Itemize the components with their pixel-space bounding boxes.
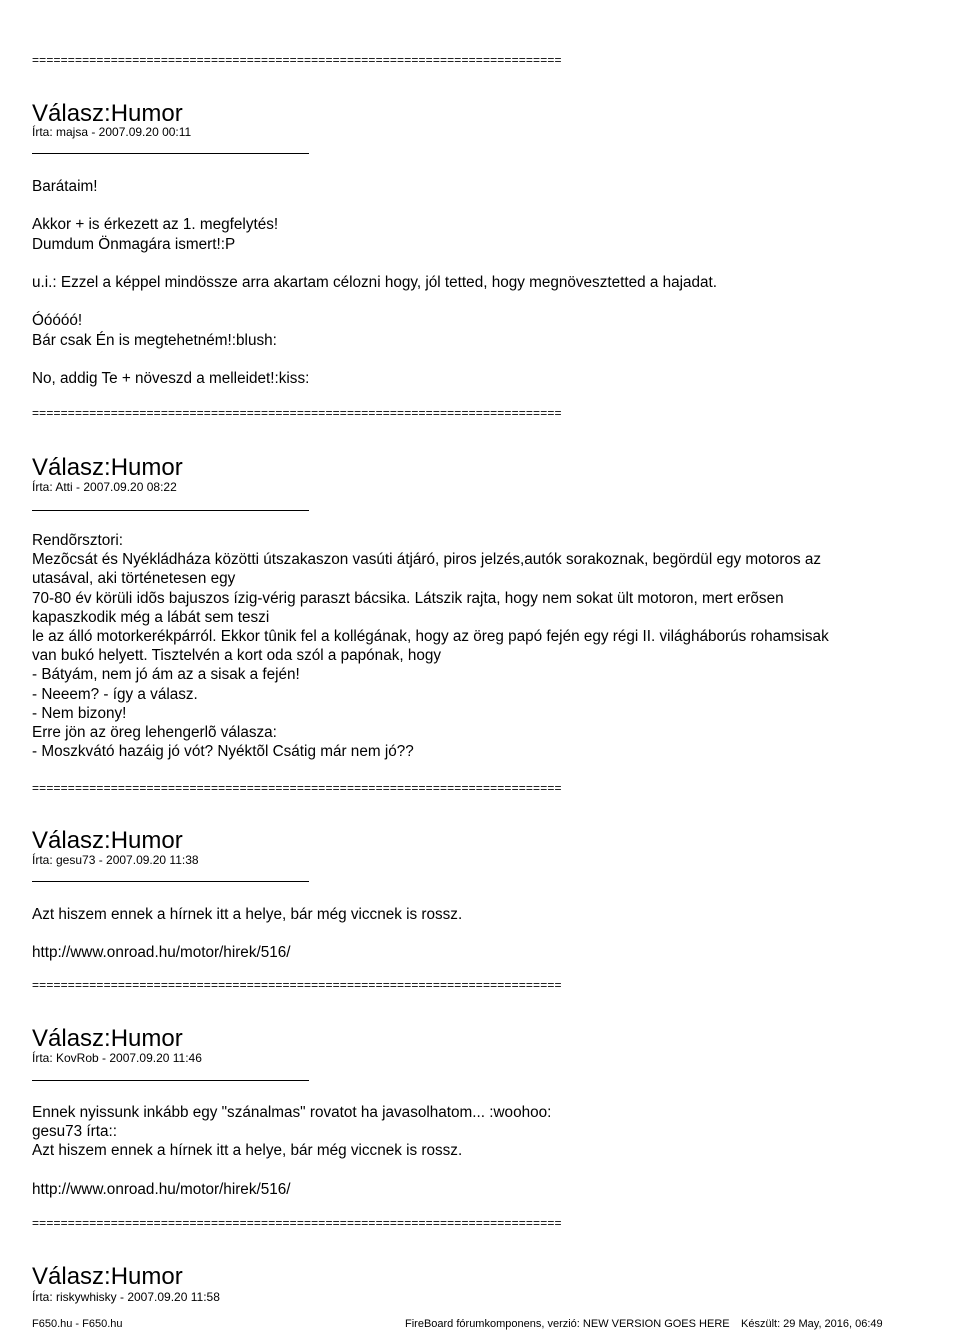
post-line: - Moszkvátó hazáig jó vót? Nyéktõl Csátig már nem jó?? <box>32 743 414 761</box>
quote-header: gesu73 írta:: <box>32 1123 118 1141</box>
post-header-rule <box>32 1080 309 1081</box>
post-separator: ========================================================================== <box>32 1216 562 1230</box>
post-line <box>32 924 912 943</box>
post-body <box>32 531 912 761</box>
post-line: Ennek nyissunk inkább egy "szánalmas" rovatot ha javasolhatom... :woohoo: <box>32 1104 552 1121</box>
post-header-rule <box>32 881 309 882</box>
post-line: Mezõcsát és Nyékládháza közötti útszakaszon vasúti átjáró, piros jelzés,autók sorakoznak, begördül egy motoros az <box>32 551 822 569</box>
post-body <box>32 1103 912 1199</box>
post-line: Bár csak Én is megtehetném!:blush: <box>32 331 277 349</box>
post-title: Válasz:Humor <box>32 827 183 854</box>
post-line: - Nem bizony! <box>32 704 127 722</box>
post-link[interactable]: http://www.onroad.hu/motor/hirek/516/ <box>32 944 291 962</box>
post-line: 70-80 év körüli idõs bajuszos ízig-vérig paraszt bácsika. Látszik rajta, hogy nem sokat ült motoron, mert erõsen <box>32 589 784 607</box>
post-line: - Bátyám, nem jó ám az a sisak a fején! <box>32 666 300 684</box>
post-meta: Írta: gesu73 - 2007.09.20 11:38 <box>32 853 199 867</box>
post-title: Válasz:Humor <box>32 1025 183 1052</box>
quote-line: Azt hiszem ennek a hírnek itt a helye, bár még viccnek is rossz. <box>32 1142 463 1160</box>
post-line <box>32 350 912 369</box>
post-meta: Írta: KovRob - 2007.09.20 11:46 <box>32 1051 202 1065</box>
post-separator: ========================================================================== <box>32 53 562 67</box>
post-line <box>32 196 912 215</box>
footer-generated: Készült: 29 May, 2016, 06:49 <box>741 1318 883 1330</box>
post-line: van bukó helyett. Tisztelvén a kort oda szól a papónak, hogy <box>32 647 442 665</box>
post-line <box>32 292 912 311</box>
footer-component: FireBoard fórumkomponens, verzió: NEW VERSION GOES HERE <box>405 1318 730 1330</box>
post-header-rule <box>32 153 309 154</box>
post-separator: ========================================================================== <box>32 406 562 420</box>
post-line: Azt hiszem ennek a hírnek itt a helye, bár még viccnek is rossz. <box>32 906 463 923</box>
post-line: Óóóóó! <box>32 312 83 330</box>
post-separator: ========================================================================== <box>32 978 562 992</box>
post-line: le az álló motorkerékpárról. Ekkor tûnik fel a kollégának, hogy az öreg papó fején egy régi II. világháborús rohamsisak <box>32 628 829 646</box>
post-line: Akkor + is érkezett az 1. megfelytés! <box>32 216 279 234</box>
post-meta: Írta: riskywhisky - 2007.09.20 11:58 <box>32 1290 220 1304</box>
post-line: utasával, aki történetesen egy <box>32 570 236 588</box>
post-line <box>32 254 912 273</box>
post-title: Válasz:Humor <box>32 100 183 127</box>
post-line: No, addig Te + növeszd a melleidet!:kiss: <box>32 369 310 387</box>
post-header-rule <box>32 510 309 511</box>
post-body <box>32 905 912 963</box>
post-line: u.i.: Ezzel a képpel mindössze arra akartam célozni hogy, jól tetted, hogy megnövesztetted a hajadat. <box>32 273 718 291</box>
post-line: Barátaim! <box>32 178 98 195</box>
post-line: Dumdum Önmagára ismert!:P <box>32 235 236 253</box>
post-meta: Írta: majsa - 2007.09.20 00:11 <box>32 125 192 139</box>
post-title: Válasz:Humor <box>32 1263 183 1290</box>
post-title: Válasz:Humor <box>32 454 183 481</box>
post-meta: Írta: Atti - 2007.09.20 08:22 <box>32 480 177 494</box>
quote-line <box>32 1161 912 1180</box>
post-link[interactable]: http://www.onroad.hu/motor/hirek/516/ <box>32 1180 291 1198</box>
post-line: - Neeem? - így a válasz. <box>32 685 198 703</box>
post-line: Erre jön az öreg lehengerlõ válasza: <box>32 724 277 742</box>
post-line: Rendõrsztori: <box>32 532 123 549</box>
footer-site: F650.hu - F650.hu <box>32 1318 123 1330</box>
post-separator: ========================================================================== <box>32 781 562 795</box>
post-body <box>32 177 912 388</box>
post-line: kapaszkodik még a lábát sem teszi <box>32 608 270 626</box>
